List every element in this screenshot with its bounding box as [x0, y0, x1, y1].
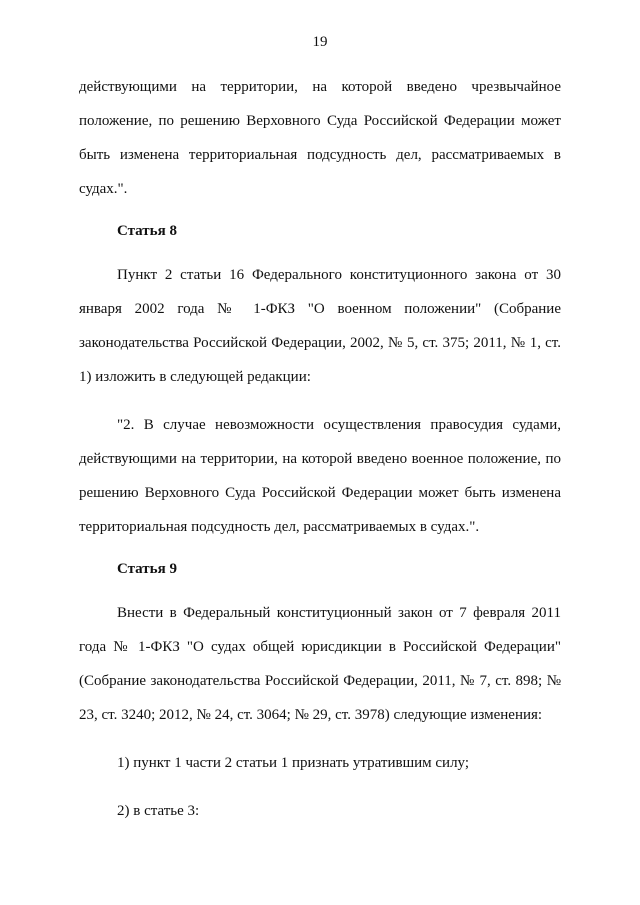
- article-9-paragraph: Внести в Федеральный конституционный закон от 7 февраля 2011 года № 1-ФКЗ "О судах общей юрисдикции в Российской Федерации" (Собрание законодательства Российской Федерации, 2011, № 7, ст. 898; № 23, ст. 3240; 2012, № 24, ст. 3064; № 29, ст. 3978) следующие изменения:: [79, 605, 561, 723]
- article-9-heading: Статья 9: [117, 561, 177, 577]
- list-item-2: 2) в статье 3:: [117, 803, 200, 819]
- article-8-paragraph: Пункт 2 статьи 16 Федерального конституционного закона от 30 января 2002 года № 1-ФКЗ "О военном положении" (Собрание законодательства Российской Федерации, 2002, № 5, ст. 375; 2011, № 1, ст. 1) изложить в следующей редакции:: [79, 267, 561, 385]
- document-body: [79, 70, 561, 828]
- list-item-1: 1) пункт 1 части 2 статьи 1 признать утратившим силу;: [117, 755, 470, 771]
- page-number: 19: [312, 34, 328, 50]
- article-8-quoted-text: "2. В случае невозможности осуществления правосудия судами, действующими на территории, на которой введено военное положение, по решению Верховного Суда Российской Федерации может быть изменена территориальная подсудность дел, рассматриваемых в судах.".: [79, 417, 561, 535]
- article-8-heading: Статья 8: [117, 223, 177, 239]
- paragraph-continuation: действующими на территории, на которой введено чрезвычайное положение, по решению Верховного Суда Российской Федерации может быть изменена территориальная подсудность дел, рассматриваемых в судах.".: [79, 79, 561, 197]
